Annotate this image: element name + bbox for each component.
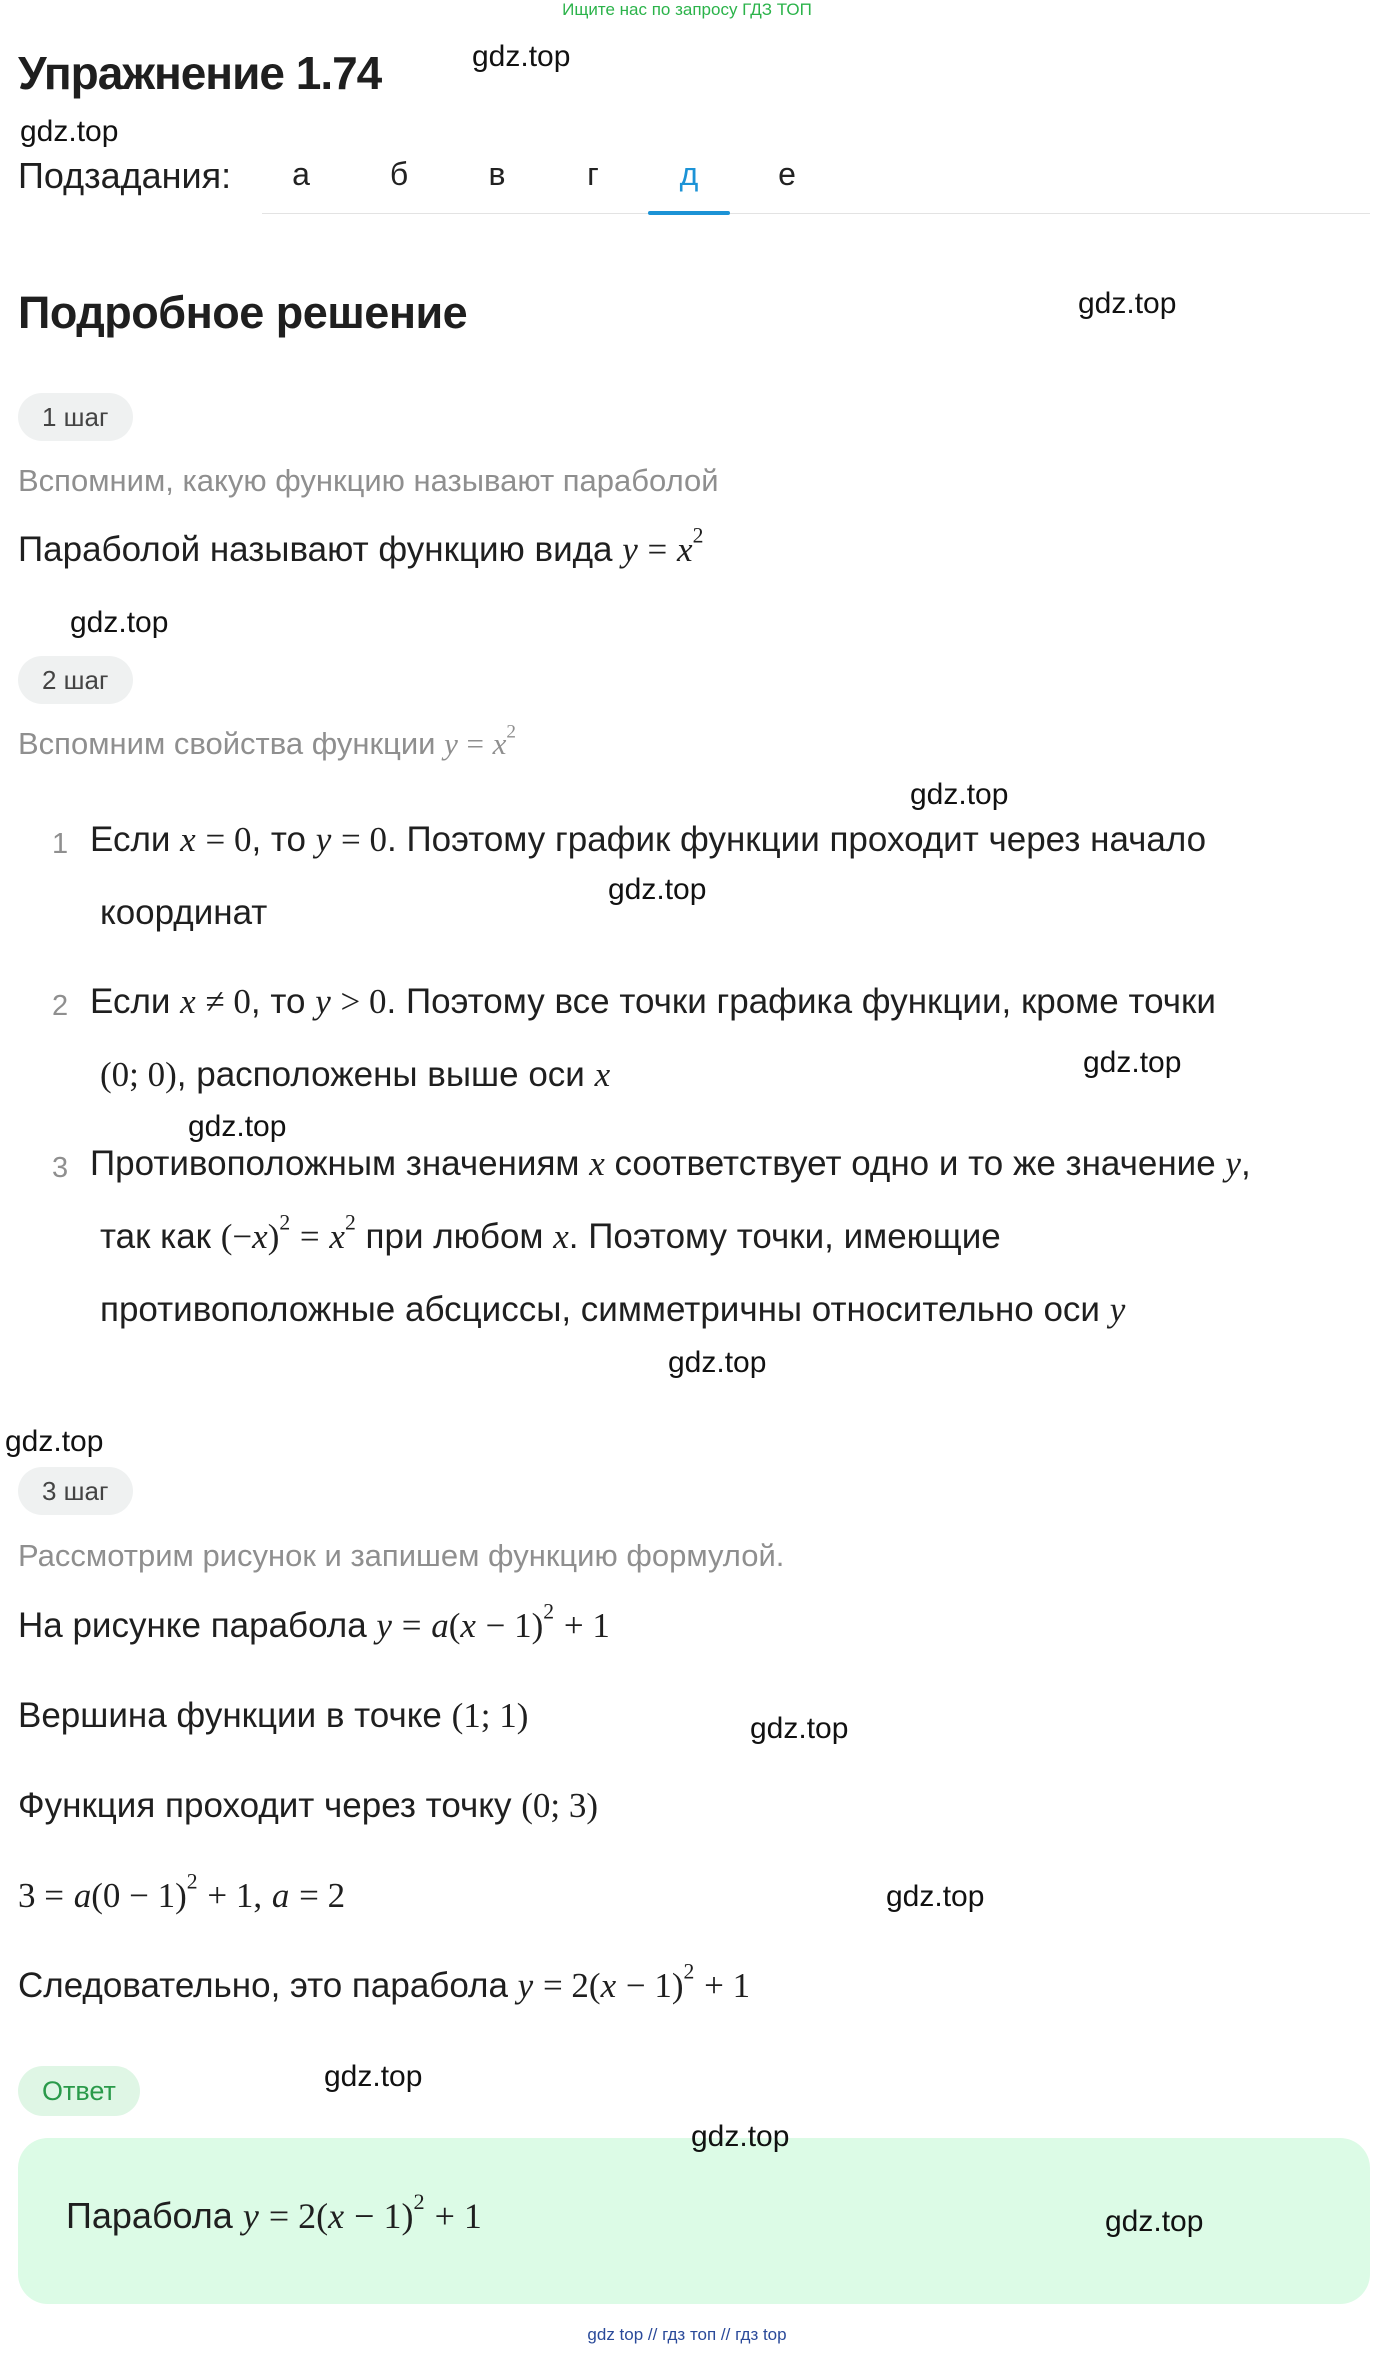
answer-badge: Ответ: [18, 2066, 140, 2116]
answer-text: Парабола $y = 2(x - 1)^2 + 1$: [66, 2189, 482, 2236]
watermark: gdz.top: [608, 873, 707, 906]
tab-d[interactable]: д: [679, 156, 699, 192]
list-item-text: . Поэтому все точки графика функции, кроме точки: [386, 982, 1216, 1021]
list-item-text: , то: [250, 982, 306, 1021]
watermark: gdz.top: [188, 1110, 287, 1143]
step-text: На рисунке парабола $y = a(x - 1)^2 + 1$: [18, 1599, 610, 1645]
watermark: gdz.top: [910, 778, 1009, 811]
list-number: 1: [52, 828, 69, 860]
list-number: 3: [52, 1152, 69, 1184]
step-badge: 2 шаг: [18, 656, 133, 704]
list-item-text: Противоположным значениям: [90, 1144, 580, 1183]
list-item-text: . Поэтому точки, имеющие: [568, 1217, 1001, 1256]
solution-heading: Подробное решение: [18, 287, 468, 338]
list-number: 2: [52, 990, 69, 1022]
watermark: gdz.top: [20, 115, 119, 148]
list-item: Противоположным значениям x соответствует одно и то же значение y,: [90, 1144, 1251, 1183]
step-equation: $3 = a(0 - 1)^2 + 1$, a = 2: [18, 1869, 346, 1915]
tab-e[interactable]: е: [778, 156, 796, 192]
step-hint: Вспомним, какую функцию называют параболой: [18, 463, 719, 498]
watermark: gdz.top: [668, 1346, 767, 1379]
watermark: gdz.top: [70, 606, 169, 639]
tab-b[interactable]: б: [389, 156, 409, 192]
step-text: Вершина функции в точке (1; 1): [18, 1696, 529, 1735]
list-item-text: , то: [251, 820, 307, 859]
list-item-text: так как: [100, 1217, 211, 1256]
list-item: Если x ≠ 0, то y > 0. Поэтому все точки графика функции, кроме точки: [90, 982, 1216, 1021]
step-text-label: На рисунке парабола: [18, 1606, 367, 1645]
watermark: gdz.top: [1078, 287, 1177, 320]
list-item-text: , расположены выше оси: [176, 1055, 585, 1094]
list-item-text: Если: [90, 820, 171, 859]
step-hint-label: Вспомним свойства функции: [18, 726, 436, 761]
step-badge: 1 шаг: [18, 393, 133, 441]
step-text: Следовательно, это парабола $y = 2(x - 1)^2 + 1$: [18, 1959, 751, 2005]
top-banner: Ищите нас по запросу ГДЗ ТОП: [562, 0, 812, 19]
tab-v[interactable]: в: [488, 156, 506, 192]
tab-g[interactable]: г: [587, 156, 599, 192]
list-item-continuation: противоположные абсциссы, симметричны относительно оси y: [100, 1290, 1126, 1329]
step-text: Функция проходит через точку (0; 3): [18, 1786, 598, 1825]
list-item-continuation: так как $(-x)^2 = x^2$ при любом x. Поэтому точки, имеющие: [100, 1210, 1001, 1256]
footer-links[interactable]: gdz top // гдз топ // гдз top: [587, 2325, 787, 2344]
active-tab-indicator: [648, 211, 730, 215]
watermark: gdz.top: [750, 1712, 849, 1745]
watermark: gdz.top: [1083, 1046, 1182, 1079]
list-item-text: ,: [1240, 1144, 1251, 1183]
watermark: gdz.top: [5, 1425, 104, 1458]
watermark: gdz.top: [324, 2060, 423, 2093]
list-item: Если x = 0, то y = 0. Поэтому график функции проходит через начало: [90, 820, 1207, 859]
step-badge: 3 шаг: [18, 1467, 133, 1515]
watermark: gdz.top: [691, 2120, 790, 2153]
tab-a[interactable]: а: [292, 156, 310, 192]
watermark: gdz.top: [1105, 2205, 1204, 2238]
tabs-divider: [262, 213, 1370, 214]
step-text-label: Следовательно, это парабола: [18, 1966, 508, 2005]
step-text: Параболой называют функцию вида $y = x^2$: [18, 523, 704, 569]
answer-label: Парабола: [66, 2195, 233, 2236]
list-item-continuation: (0; 0), расположены выше оси x: [100, 1055, 611, 1094]
step-text-label: Параболой называют функцию вида: [18, 530, 613, 569]
watermark: gdz.top: [886, 1880, 985, 1913]
list-item-continuation: координат: [100, 893, 268, 932]
step-hint: Вспомним свойства функции $y = x^2$: [18, 721, 516, 761]
list-item-text: при любом: [365, 1217, 544, 1256]
list-item-text: . Поэтому график функции проходит через начало: [387, 820, 1207, 859]
watermark: gdz.top: [472, 40, 571, 73]
subtasks-label: Подзадания:: [18, 155, 232, 196]
list-item-text: противоположные абсциссы, симметричны относительно оси: [100, 1290, 1100, 1329]
list-item-text: соответствует одно и то же значение: [614, 1144, 1216, 1183]
list-item-text: Если: [90, 982, 171, 1021]
page-title: Упражнение 1.74: [18, 47, 382, 99]
step-hint: Рассмотрим рисунок и запишем функцию формулой.: [18, 1538, 785, 1573]
step-text-label: Функция проходит через точку: [18, 1786, 512, 1825]
step-text-label: Вершина функции в точке: [18, 1696, 442, 1735]
